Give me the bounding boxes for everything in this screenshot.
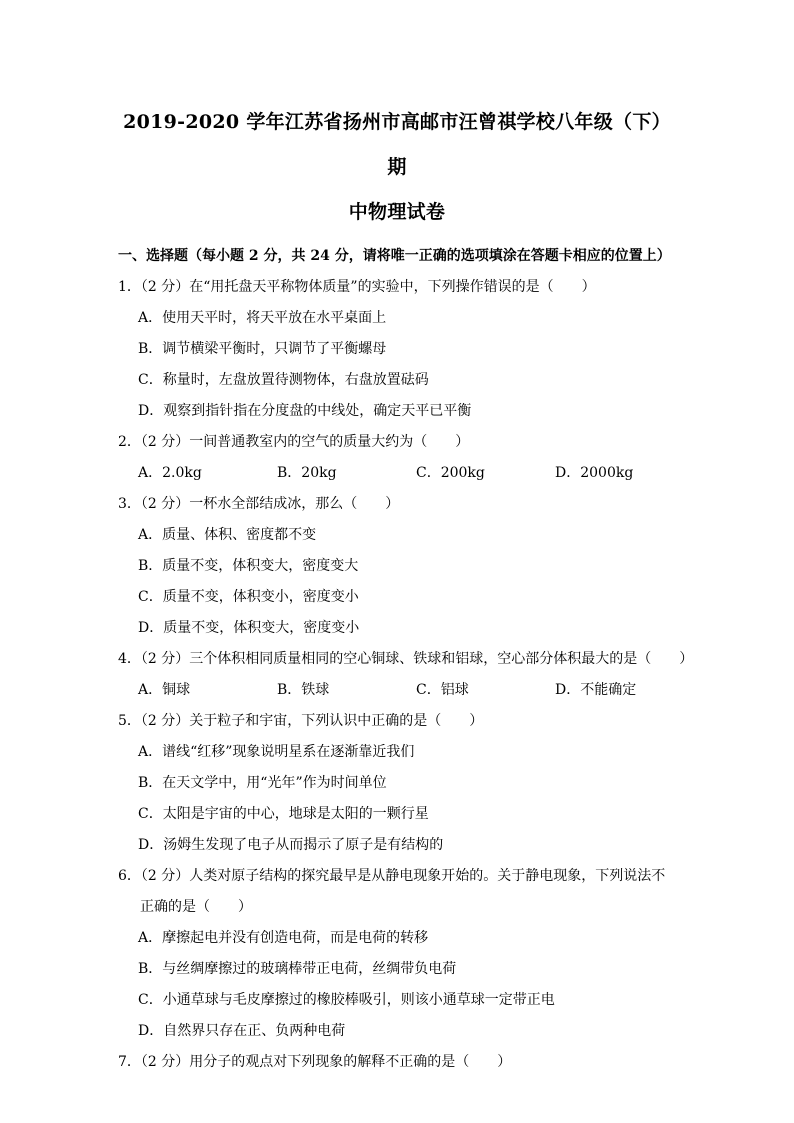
question-5 bbox=[118, 706, 676, 861]
option-a: A．摩擦起电并没有创造电荷，而是电荷的转移 bbox=[138, 930, 429, 946]
option-d: D．汤姆生发现了电子从而揭示了原子是有结构的 bbox=[138, 837, 444, 853]
question-7 bbox=[118, 1047, 676, 1078]
section-heading: 一、选择题（每小题 2 分，共 24 分，请将唯一正确的选项填涂在答题卡相应的位置上） bbox=[118, 248, 671, 264]
option-d: D．质量不变，体积变大，密度变小 bbox=[138, 620, 360, 636]
exam-title-line1: 2019-2020 学年江苏省扬州市高邮市汪曾祺学校八年级（下）期 bbox=[123, 111, 671, 178]
question-stem: 4．（2 分）三个体积相同质量相同的空心铜球、铁球和铝球，空心部分体积最大的是（ ） bbox=[118, 651, 694, 667]
option-c: C．小通草球与毛皮摩擦过的橡胶棒吸引，则该小通草球一定带正电 bbox=[138, 992, 555, 1008]
option-b: B．在天文学中，用“光年”作为时间单位 bbox=[138, 775, 387, 791]
question-4 bbox=[118, 644, 694, 706]
option-a: A．质量、体积、密度都不变 bbox=[138, 527, 317, 543]
question-stem: 1．（2 分）在“用托盘天平称物体质量”的实验中，下列操作错误的是（ ） bbox=[118, 279, 596, 295]
exam-title bbox=[118, 100, 676, 235]
options-row bbox=[118, 675, 676, 706]
exam-title-line2: 中物理试卷 bbox=[348, 201, 446, 223]
option-c: C．200kg bbox=[416, 465, 485, 481]
option-b: B．与丝绸摩擦过的玻璃棒带正电荷，丝绸带负电荷 bbox=[138, 961, 457, 977]
question-1 bbox=[118, 272, 676, 427]
option-c: C．太阳是宇宙的中心，地球是太阳的一颗行星 bbox=[138, 806, 429, 822]
option-a: A．铜球 bbox=[138, 682, 191, 698]
option-b: B．20kg bbox=[277, 465, 337, 481]
option-b: B．质量不变，体积变大，密度变大 bbox=[138, 558, 359, 574]
question-2 bbox=[118, 427, 676, 489]
option-d: D．2000kg bbox=[555, 465, 634, 481]
option-d: D．不能确定 bbox=[555, 682, 637, 698]
option-d: D．自然界只存在正、负两种电荷 bbox=[138, 1023, 346, 1039]
option-a: A．使用天平时，将天平放在水平桌面上 bbox=[138, 310, 387, 326]
question-3 bbox=[118, 489, 676, 644]
question-stem: 2．（2 分）一间普通教室内的空气的质量大约为（ ） bbox=[118, 434, 470, 450]
option-a: A．2.0kg bbox=[138, 465, 202, 481]
option-b: B．调节横梁平衡时，只调节了平衡螺母 bbox=[138, 341, 387, 357]
question-stem: 3．（2 分）一杯水全部结成冰，那么（ ） bbox=[118, 496, 400, 512]
option-c: C．质量不变，体积变小，密度变小 bbox=[138, 589, 359, 605]
question-6 bbox=[118, 861, 676, 1047]
option-c: C．铝球 bbox=[416, 682, 469, 698]
question-stem: 5．（2 分）关于粒子和宇宙，下列认识中正确的是（ ） bbox=[118, 713, 484, 729]
question-stem: 6．（2 分）人类对原子结构的探究最早是从静电现象开始的。关于静电现象，下列说法不正确的是（ ） bbox=[118, 868, 666, 915]
option-d: D．观察到指针指在分度盘的中线处，确定天平已平衡 bbox=[138, 403, 472, 419]
question-stem: 7．（2 分）用分子的观点对下列现象的解释不正确的是（ ） bbox=[118, 1054, 512, 1070]
options-row bbox=[118, 458, 676, 489]
option-c: C．称量时，左盘放置待测物体，右盘放置砝码 bbox=[138, 372, 429, 388]
option-a: A．谱线“红移”现象说明星系在逐渐靠近我们 bbox=[138, 744, 415, 760]
option-b: B．铁球 bbox=[277, 682, 330, 698]
